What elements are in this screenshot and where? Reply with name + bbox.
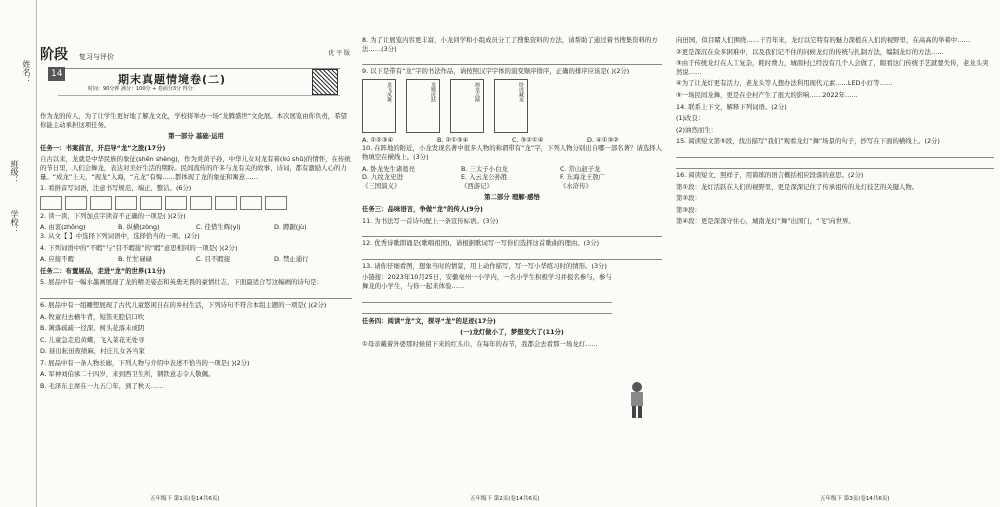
option[interactable]: D. 昼出耘田夜绩麻，村庄儿女各当家 (40, 347, 145, 356)
answer-item[interactable]: 第②段： (676, 194, 701, 203)
page-one (40, 112, 352, 394)
question-15: 15. 阅读短文第⑤段，找出描写“我们”观看龙灯“舞”场景的句子，抄写在下面的横线上。(2分) (676, 137, 940, 146)
option[interactable]: C. ③②①④ (512, 135, 544, 144)
option[interactable]: B. 忙忙碌碌 (118, 255, 153, 264)
option[interactable]: B. 纵横(zòng) (118, 223, 160, 232)
reading-paragraph: ②更是深沉在众多困难中，以及我们记不住的问候龙灯的传统与扎制方法，编制龙灯的方法…… (676, 47, 944, 56)
question-16: 16. 阅读短文，照样子，用简练的语言概括相应段落的意思。(2分) (676, 170, 864, 179)
option[interactable]: D. 九纹龙史进 (362, 173, 403, 182)
passage-text: 自古以来，龙就是中华民族的象征(shēn shèng)，作为炎黄子孙，中华儿女对龙有着(liú shǔ)的情怀，在传统的节日里，人们会舞龙，表达对美好生活的期盼。民间流传的许多与龙有关的故事、诗词，都有激励人心的力量。“成龙”上天，“现龙”入海，“亢龙”有悔……都体现了龙的象征和寓意…… (40, 155, 351, 181)
page-three (676, 36, 994, 229)
answer-item[interactable]: (2)油然而生： (676, 125, 718, 134)
task-one-heading: 任务一：书案前言，开启导“龙”之旅(17分) (40, 143, 166, 152)
link-note: 小链接：2023年10月25日，安徽亳州一小学内，一名小学生积极学习并报名参与，参与舞龙的小学生，与你一起来体验…… (362, 273, 612, 290)
brand-logo (40, 44, 114, 64)
reading-paragraph: ③由于传统龙灯在人工复杂，耗时费力，城南村已经没有几个人会做了，眼看这门传统手艺就要失传，老龙头突然说…… (676, 59, 989, 76)
book-name: 《水浒传》 (560, 181, 592, 190)
reading-title: (一)龙灯做小了，梦想变大了(11分) (460, 328, 564, 337)
book-name: 《西游记》 (461, 181, 493, 190)
student-figure-icon (626, 380, 648, 420)
name-label: 姓名： (22, 60, 31, 84)
option[interactable]: A. 由衷(zhōng) (40, 223, 86, 232)
question-13: 13. 请你仔细看图，想象当时的情景，用上动作描写，写一写小华练习时的情形。(3分) (362, 261, 607, 270)
edition-label: 优 平 版 (328, 50, 350, 57)
option[interactable]: F. 东海龙王敖广 (560, 173, 606, 182)
option[interactable]: D. 禁止通行 (274, 255, 309, 264)
page-one-footer: 五年级下 第1页(卷14共6页) (150, 496, 220, 502)
class-label: 班级： (10, 160, 19, 184)
answer-line[interactable] (676, 160, 994, 169)
task-three-heading: 任务三：品味语言，争做“龙”的传人(9分) (362, 204, 483, 213)
page-two-footer: 五年级下 第2页(卷14共6页) (470, 496, 540, 502)
brand-text: 阶段 (40, 47, 68, 63)
answer-item: 第④段：更是深深守住心，城南龙灯“舞”出国门，“飞”向世界。 (676, 217, 855, 226)
question-7: 7. 展品中有一条人物长廊，下列人物与介绍中表述不恰当的一项是( )(2分) (40, 358, 250, 367)
answer-item: 第①段：龙灯活跃在人们的视野里，更是深深记住了传承祖传的龙灯技艺的关键人物。 (676, 182, 919, 191)
option[interactable]: D. 蹲踞(jù) (274, 223, 307, 232)
exam-title: 期末真题情境卷(二) (118, 73, 227, 86)
pinyin-answer-grid[interactable] (40, 196, 352, 210)
exam-title-bar (51, 68, 340, 96)
answer-item[interactable]: (1)改良： (676, 114, 705, 123)
option[interactable]: B. 篱落疏疏一径深，树头花落未成阴 (40, 324, 145, 333)
qr-code-icon (312, 69, 338, 95)
option[interactable]: C. 儿童急走追黄蝶，飞入菜花无处寻 (40, 335, 145, 344)
question-14: 14. 联系上下文，解释下列词语。(2分) (676, 102, 787, 111)
reading-paragraph: ①母亲戴着外婆那时候留下来的红头巾，在每年的春节，我都会去看那一场龙灯…… (362, 339, 598, 348)
task-four-heading: 任务四：阅读“龙”文，探寻“龙”的足迹(17分) (362, 316, 496, 325)
question-4-options (40, 255, 352, 264)
calligraphy-scrolls (362, 79, 662, 133)
brand-subtitle: 复习与评价 (78, 53, 114, 61)
question-4: 4. 下列词语中的“不暇”与“目不暇接”的“暇”意思相同的一项是( )(2分) (40, 243, 238, 252)
binding-strip (0, 0, 37, 507)
calligraphy-scroll: 龙腾虎跃 (406, 79, 440, 133)
answer-line[interactable] (362, 305, 612, 314)
question-10-options (362, 165, 662, 182)
question-3: 3. 从文【 】中选择下列词语中，选择恰当的一项。(2分) (40, 231, 200, 240)
page-two (362, 36, 662, 351)
option[interactable]: C. 目不暇接 (196, 255, 231, 264)
unit-number: 14 (48, 67, 65, 81)
exam-meta: 时间：90分钟 满分：100分 + 卷面分3分 得分： (88, 86, 198, 92)
question-6: 6. 展品中有一组雕塑展现了古代儿童悠闲自在的乡村生活，下列诗句不符合本组主题的一项是( )(2分) (40, 300, 327, 309)
option[interactable]: C. 佳惜生辉(yí) (196, 223, 241, 232)
option[interactable]: C. 常山赵子龙 (560, 164, 601, 173)
option[interactable]: D. ④①③② (587, 135, 619, 144)
option[interactable]: A. 牧童归去横牛背，短笛无腔信口吹 (40, 312, 145, 321)
option[interactable]: A. 应接不暇 (40, 255, 74, 264)
option[interactable]: B. ②①③④ (437, 135, 469, 144)
option[interactable]: A. ①②③④ (362, 135, 394, 144)
task-two-heading: 任务二：布置展品，走进“龙”的世界(11分) (40, 266, 166, 275)
calligraphy-scroll: 卧虎藏龙 (494, 79, 528, 133)
page-three-footer: 五年级下 第3页(卷14共6页) (820, 496, 890, 502)
reading-paragraph: ④为了让龙灯更有活力，老龙头等人想办法利用现代元素……LED小灯等…… (676, 79, 893, 88)
book-names (362, 182, 662, 191)
question-8: 8. 为了让展览内容更丰富，小龙同学和小组成员分工了搜集资料的方法，请帮助了通过着书搜集资料的方法……(3分) (362, 36, 658, 53)
answer-line[interactable] (362, 294, 612, 303)
question-11: 11. 为书法写一首诗句配上一条宣传标语。(3分) (362, 216, 499, 225)
book-name: 《三国演义》 (362, 181, 401, 190)
question-2: 2. 读一读，下列加点字读音不正确的一项是( )(2分) (40, 211, 186, 220)
option[interactable]: E. 入云龙公孙胜 (461, 173, 508, 182)
calligraphy-scroll: 龙飞凤舞 (362, 79, 396, 133)
option[interactable]: A. 军神刘伯承二十四岁，来到西卫生所，钢铁意志令人敬佩。 (40, 370, 215, 379)
answer-line[interactable] (362, 56, 662, 65)
answer-line[interactable] (362, 251, 662, 260)
school-label: 学校： (10, 210, 19, 234)
question-9: 9. 以下是带有“龙”字的书法作品，请按照汉字字体的演变顺序排序，正确的排序应该是( )(2分) (362, 67, 630, 76)
question-10: 10. 在阵地的附近，小龙发现名著中很多人物的称谓带有“龙”字，下列人物分别出自哪一部名著？请选择人物填空在横线上。(3分) (362, 144, 663, 161)
answer-item[interactable]: 第③段： (676, 205, 701, 214)
answer-line[interactable] (676, 149, 994, 158)
intro-text: 作为龙的传人，为了让学生更好地了解龙文化，学校将举办一场“龙腾盛世”文化展。本次展览由你负责，希望你能主动承担这项任务。 (40, 112, 347, 129)
question-5: 5. 展品中有一幅水墨画展现了龙的精美姿态和英勇无畏的豪情壮志，下面最适合写这幅画的诗句是： (40, 278, 323, 287)
answer-line[interactable] (362, 228, 662, 237)
question-2-options (40, 223, 352, 232)
answer-line[interactable] (40, 290, 352, 299)
reading-paragraph: 向田园，似目睹人们围绕……干百年来，龙灯以它特有的魅力深植在人们的视野里，在高高的举着中…… (676, 36, 970, 44)
option[interactable]: B. 三太子小白龙 (461, 164, 508, 173)
reading-paragraph: ⑤一场民间龙舞，更是在全村产生了很大的影响……2022年…… (676, 90, 858, 99)
part-one-heading: 第一部分 基础·运用 (168, 132, 224, 141)
option[interactable]: B. 毛泽东主席在一九五〇年，到了秋天…… (40, 382, 164, 391)
question-1: 1. 看拼音写词语，注意书写规范、端正、整洁。(6分) (40, 184, 192, 193)
part-two-heading: 第二部分 理解·感悟 (484, 193, 540, 202)
option[interactable]: A. 卧龙先生诸葛亮 (362, 164, 416, 173)
question-12: 12. 优秀诗歌朗诵是(歌唱祖国)，请根据歌词写一写你们选择这首歌曲的理由。(3分) (362, 239, 600, 248)
calligraphy-scroll: 画龙点睛 (450, 79, 484, 133)
